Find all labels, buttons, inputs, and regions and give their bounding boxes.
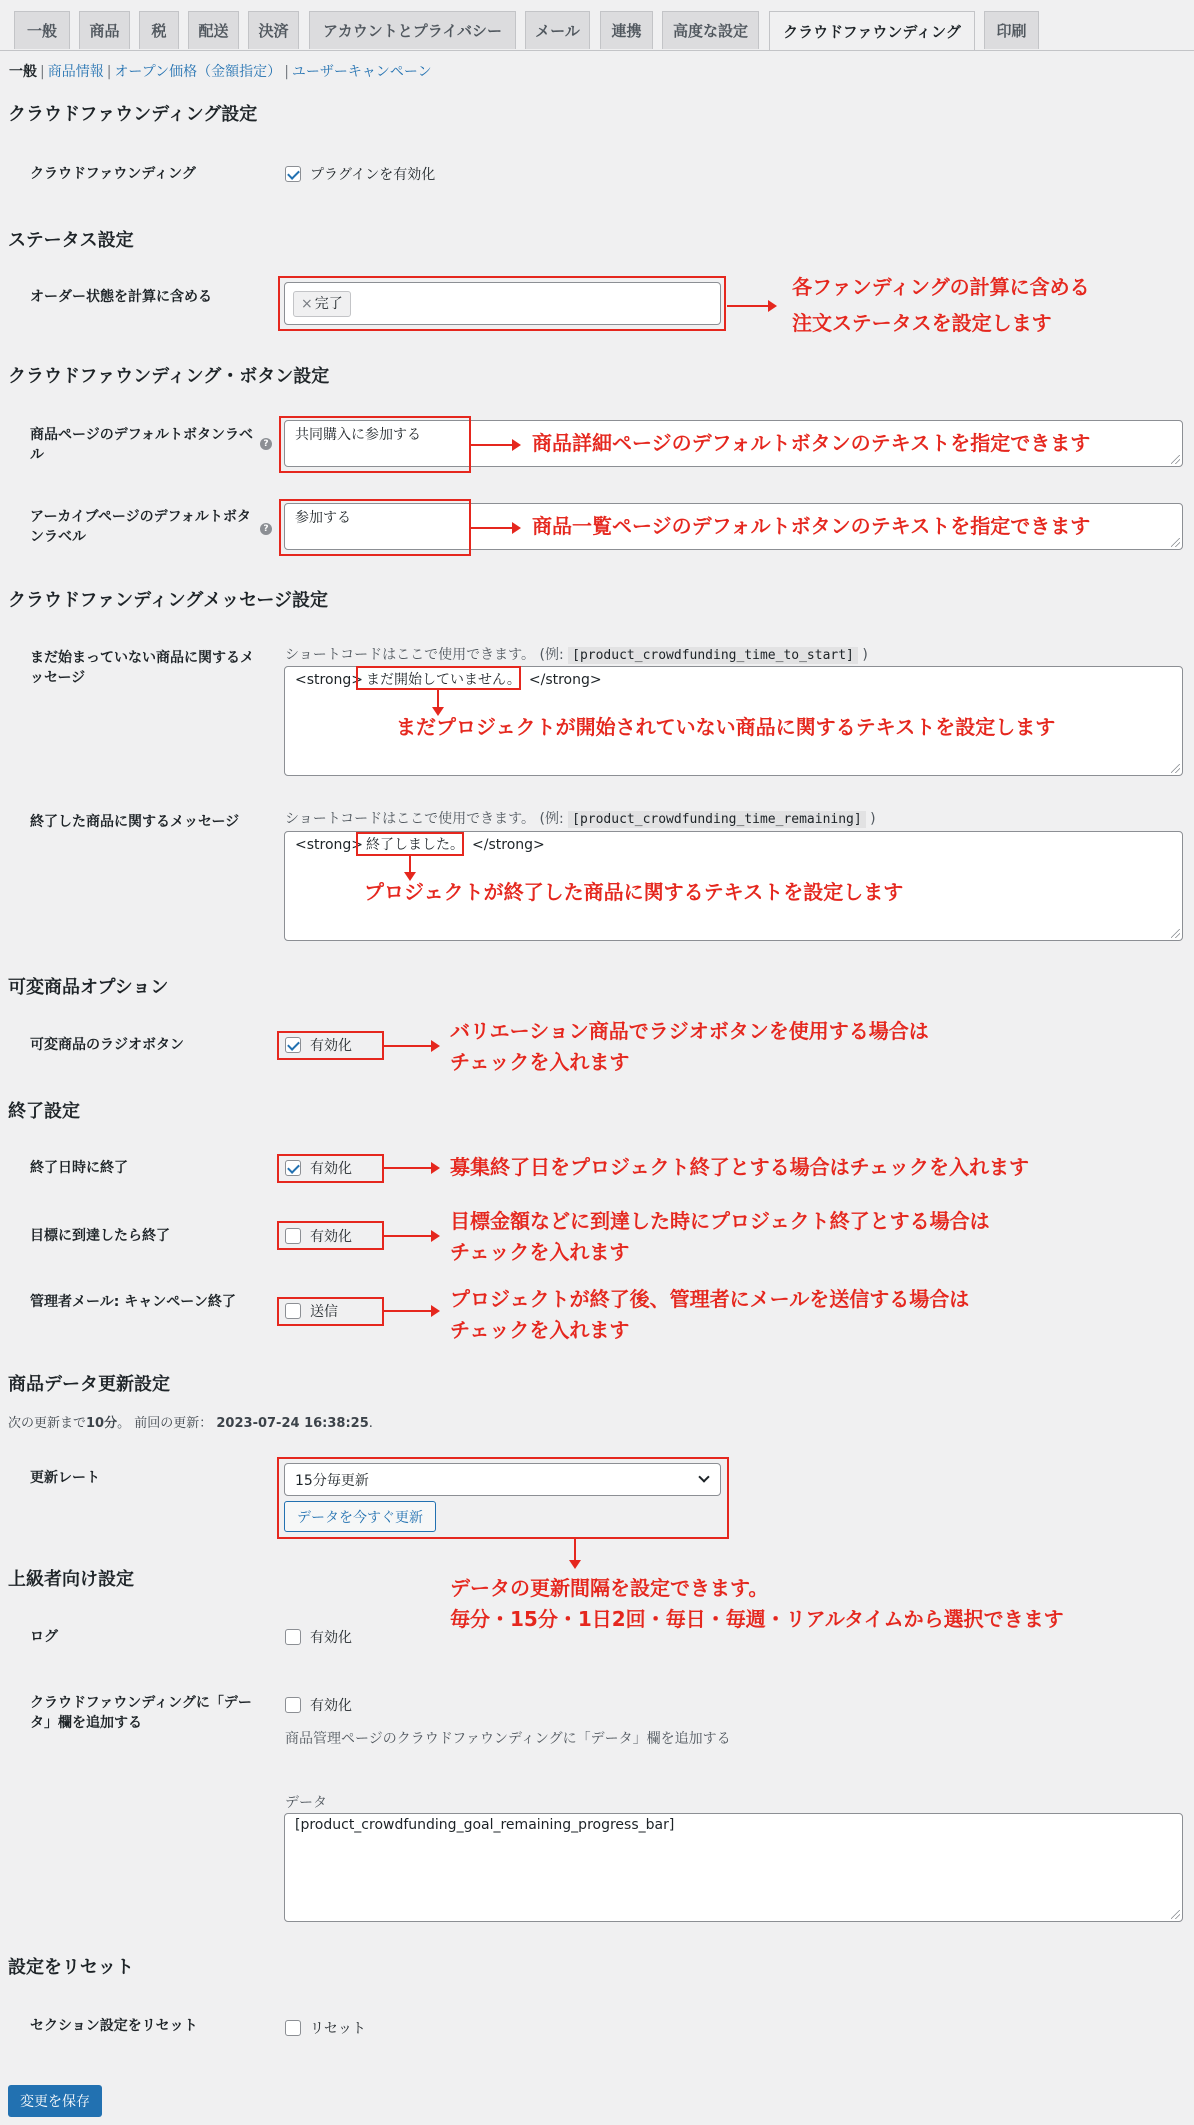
tab-divider xyxy=(0,50,1194,51)
tab-tax[interactable]: 税 xyxy=(139,11,179,49)
reset-checkbox[interactable] xyxy=(285,2020,301,2036)
annotation-order-status-line2: 注文ステータスを設定します xyxy=(792,311,1052,335)
annotation-box-variable-radio xyxy=(277,1031,384,1060)
log-checkbox[interactable] xyxy=(285,1629,301,1645)
section-title-crowdfunding: クラウドファウンディング設定 xyxy=(8,104,258,125)
reset-section-label: セクション設定をリセット xyxy=(30,2018,198,2034)
annotation-update-line1: データの更新間隔を設定できます。 xyxy=(450,1576,769,1600)
section-title-variable: 可変商品オプション xyxy=(8,977,169,998)
reset-text: リセット xyxy=(310,2021,366,2037)
data-column-label: クラウドファウンディングに「データ」欄を追加する xyxy=(30,1695,252,1731)
ended-message-label: 終了した商品に関するメッセージ xyxy=(30,814,240,830)
annotation-admin-mail-line1: プロジェクトが終了後、管理者にメールを送信する場合は xyxy=(450,1287,970,1311)
section-title-end: 終了設定 xyxy=(8,1101,80,1122)
data-column-description: 商品管理ページのクラウドファウンディングに「データ」欄を追加する xyxy=(285,1731,731,1747)
help-icon[interactable]: ? xyxy=(260,438,272,450)
log-text: 有効化 xyxy=(310,1630,352,1646)
annotation-ended: プロジェクトが終了した商品に関するテキストを設定します xyxy=(364,880,904,904)
tab-crowdfunding[interactable]: クラウドファウンディング xyxy=(769,11,975,51)
not-started-message-value: <strong> まだ開始していません。 </strong> xyxy=(295,672,602,688)
section-title-advanced: 上級者向け設定 xyxy=(8,1569,134,1590)
tab-print[interactable]: 印刷 xyxy=(984,11,1039,49)
section-title-reset: 設定をリセット xyxy=(8,1957,134,1978)
tab-integration[interactable]: 連携 xyxy=(600,11,653,49)
admin-mail-text: 送信 xyxy=(310,1304,338,1320)
log-label: ログ xyxy=(30,1629,58,1645)
plugin-enable-checkbox[interactable] xyxy=(285,166,301,182)
tab-advanced[interactable]: 高度な設定 xyxy=(662,11,759,49)
section-title-message: クラウドファンディングメッセージ設定 xyxy=(8,590,329,611)
end-date-label: 終了日時に終了 xyxy=(30,1160,128,1176)
annotation-arrow-variable-radio xyxy=(384,1045,438,1047)
annotation-variable-line2: チェックを入れます xyxy=(450,1050,630,1074)
annotation-arrow-archive-button xyxy=(471,527,519,529)
order-status-label: オーダー状態を計算に含める xyxy=(30,289,212,305)
annotation-not-started: まだプロジェクトが開始されていない商品に関するテキストを設定します xyxy=(396,715,1056,739)
tag-remove-icon[interactable]: × xyxy=(301,296,313,312)
product-button-value: 共同購入に参加する xyxy=(295,427,421,443)
annotation-box-end-goal xyxy=(277,1221,384,1250)
annotation-arrow-admin-mail xyxy=(384,1310,438,1312)
subnav-product-info[interactable]: 商品情報 xyxy=(47,64,104,80)
shortcode-hint-not-started: ショートコードはここで使用できます。 (例: [product_crowdfunding_time_to_start] ) xyxy=(285,647,868,663)
admin-mail-label: 管理者メール: キャンペーン終了 xyxy=(30,1294,236,1310)
variable-radio-label: 可変商品のラジオボタン xyxy=(30,1037,184,1053)
annotation-end-date: 募集終了日をプロジェクト終了とする場合はチェックを入れます xyxy=(450,1155,1029,1179)
tab-payments[interactable]: 決済 xyxy=(248,11,299,49)
subsection-nav: 一般 | 商品情報 | オープン価格（金額指定） | ユーザーキャンペーン xyxy=(9,64,432,80)
archive-button-label: アーカイブページのデフォルトボタンラベル xyxy=(30,509,251,545)
tab-products[interactable]: 商品 xyxy=(79,11,130,49)
annotation-arrow-product-button xyxy=(471,444,519,446)
update-now-button[interactable]: データを今すぐ更新 xyxy=(284,1501,436,1532)
annotation-product-button: 商品詳細ページのデフォルトボタンのテキストを指定できます xyxy=(532,431,1091,455)
annotation-box-archive-button xyxy=(279,499,471,556)
plugin-enable-text: プラグインを有効化 xyxy=(310,167,436,183)
annotation-arrow-end-goal xyxy=(384,1235,438,1237)
annotation-arrow-end-date xyxy=(384,1167,438,1169)
end-goal-label: 目標に到達したら終了 xyxy=(30,1228,170,1244)
data-column-text: 有効化 xyxy=(310,1698,352,1714)
end-goal-text: 有効化 xyxy=(310,1229,352,1245)
section-title-update: 商品データ更新設定 xyxy=(8,1374,170,1395)
annotation-end-goal-line1: 目標金額などに到達した時にプロジェクト終了とする場合は xyxy=(450,1209,990,1233)
annotation-variable-line1: バリエーション商品でラジオボタンを使用する場合は xyxy=(450,1019,929,1043)
shortcode-hint-ended: ショートコードはここで使用できます。 (例: [product_crowdfunding_time_remaining] ) xyxy=(285,811,876,827)
product-button-label: 商品ページのデフォルトボタンラベル xyxy=(30,427,254,463)
subnav-general[interactable]: 一般 xyxy=(9,64,37,80)
crowdfunding-label: クラウドファウンディング xyxy=(30,166,196,182)
annotation-arrow-ended xyxy=(409,856,411,879)
annotation-archive-button: 商品一覧ページのデフォルトボタンのテキストを指定できます xyxy=(532,514,1091,538)
data-field-label: データ xyxy=(285,1795,327,1811)
annotation-box-ended xyxy=(356,832,464,856)
annotation-arrow-update-rate xyxy=(574,1539,576,1567)
tab-shipping[interactable]: 配送 xyxy=(188,11,239,49)
annotation-box-update-rate xyxy=(277,1457,729,1539)
annotation-box-admin-mail xyxy=(277,1297,384,1326)
annotation-arrow-not-started xyxy=(437,690,439,714)
annotation-box-not-started xyxy=(356,666,521,690)
update-info: 次の更新まで10分。 前回の更新： 2023-07-24 16:38:25. xyxy=(8,1416,373,1431)
help-icon[interactable]: ? xyxy=(260,523,272,535)
update-rate-label: 更新レート xyxy=(30,1470,100,1486)
annotation-order-status-line1: 各ファンディングの計算に含める xyxy=(792,275,1090,299)
annotation-end-goal-line2: チェックを入れます xyxy=(450,1240,630,1264)
status-tag-label: 完了 xyxy=(314,296,343,312)
archive-button-value: 参加する xyxy=(295,510,351,526)
section-title-button: クラウドファウンディング・ボタン設定 xyxy=(8,366,330,387)
annotation-box-end-date xyxy=(277,1154,384,1183)
update-rate-value: 15分毎更新 xyxy=(295,1473,369,1489)
annotation-arrow-order-status xyxy=(727,305,775,307)
tab-email[interactable]: メール xyxy=(525,11,590,49)
data-column-checkbox[interactable] xyxy=(285,1697,301,1713)
subnav-open-price[interactable]: オープン価格（金額指定） xyxy=(114,64,282,80)
end-date-text: 有効化 xyxy=(310,1161,352,1177)
subnav-user-campaign[interactable]: ユーザーキャンペーン xyxy=(291,64,432,80)
not-started-message-label: まだ始まっていない商品に関するメッセージ xyxy=(30,650,254,686)
data-field-value: [product_crowdfunding_goal_remaining_progress_bar] xyxy=(295,1817,675,1833)
tab-general[interactable]: 一般 xyxy=(14,11,70,49)
tab-accounts-privacy[interactable]: アカウントとプライバシー xyxy=(309,11,516,49)
variable-radio-text: 有効化 xyxy=(310,1038,352,1054)
annotation-box-product-button xyxy=(279,416,471,473)
section-title-status: ステータス設定 xyxy=(8,230,134,251)
save-changes-button[interactable]: 変更を保存 xyxy=(8,2085,102,2117)
annotation-admin-mail-line2: チェックを入れます xyxy=(450,1318,630,1342)
annotation-update-line2: 毎分・15分・1日2回・毎日・毎週・リアルタイムから選択できます xyxy=(450,1607,1064,1631)
annotation-box-order-status xyxy=(278,276,726,331)
ended-message-value: <strong> 終了しました。 </strong> xyxy=(295,837,545,853)
